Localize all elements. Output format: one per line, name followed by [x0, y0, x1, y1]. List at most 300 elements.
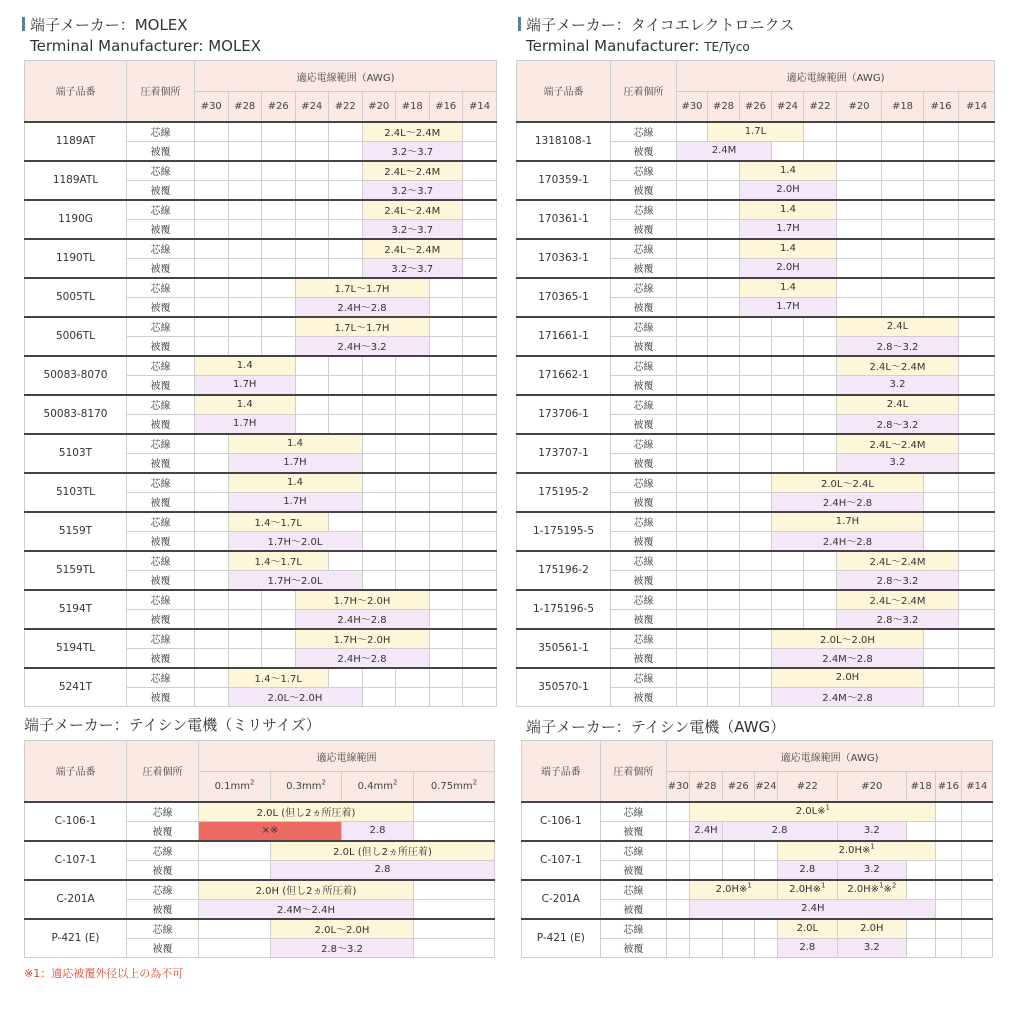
crimp-cover: 被覆	[611, 375, 677, 395]
range-cover: 1.7H	[195, 414, 296, 434]
range-empty	[708, 356, 740, 376]
range-empty	[262, 122, 296, 142]
range-empty	[740, 395, 772, 415]
awg-header: #16	[936, 772, 961, 802]
range-empty	[463, 648, 497, 668]
part-number: 5159TL	[25, 551, 127, 590]
range-empty	[329, 239, 363, 259]
awg-header: #30	[667, 772, 690, 802]
range-empty	[295, 219, 329, 239]
range-empty	[961, 802, 992, 822]
range-empty	[362, 570, 396, 590]
part-number: C-106-1	[25, 802, 127, 841]
table-row	[25, 200, 497, 220]
range-core: 1.7H	[772, 512, 924, 532]
range-empty	[677, 219, 708, 239]
range-empty	[959, 200, 995, 220]
range-empty	[772, 375, 804, 395]
range-empty	[837, 200, 882, 220]
part-number: 173707-1	[517, 434, 611, 473]
crimp-core: 芯線	[127, 590, 195, 610]
range-empty	[722, 860, 754, 880]
range-empty	[429, 609, 463, 629]
range-cover: 2.4H～2.8	[295, 297, 429, 317]
range-empty	[772, 609, 804, 629]
range-empty	[362, 668, 396, 688]
table-row	[25, 802, 495, 822]
part-number: 5005TL	[25, 278, 127, 317]
crimp-core: 芯線	[611, 551, 677, 571]
range-empty	[959, 668, 995, 688]
range-empty	[959, 395, 995, 415]
range-empty	[414, 919, 495, 939]
part-number: 1190G	[25, 200, 127, 239]
range-empty	[677, 473, 708, 493]
awg-header: #30	[195, 92, 229, 122]
part-number: 1190TL	[25, 239, 127, 278]
range-cover: 1.7H	[740, 219, 837, 239]
awg-header: #18	[882, 92, 924, 122]
table-row	[25, 122, 497, 142]
range-empty	[195, 609, 229, 629]
crimp-core: 芯線	[611, 668, 677, 688]
range-empty	[295, 141, 329, 161]
range-empty	[429, 648, 463, 668]
crimp-core: 芯線	[127, 161, 195, 181]
part-number: 170365-1	[517, 278, 611, 317]
range-empty	[295, 258, 329, 278]
range-empty	[429, 531, 463, 551]
part-number: P-421 (E)	[522, 919, 601, 958]
crimp-cover: 被覆	[600, 938, 667, 957]
range-empty	[924, 668, 959, 688]
table-row	[25, 434, 497, 454]
range-empty	[295, 200, 329, 220]
range-cover: 2.0L～2.0H	[228, 687, 362, 706]
range-empty	[295, 180, 329, 200]
range-empty	[677, 278, 708, 298]
range-empty	[882, 200, 924, 220]
range-empty	[708, 453, 740, 473]
range-empty	[677, 590, 708, 610]
part-number: 5006TL	[25, 317, 127, 356]
range-empty	[228, 180, 262, 200]
part-number: 350570-1	[517, 668, 611, 707]
range-empty	[429, 336, 463, 356]
awg-header: #14	[961, 772, 992, 802]
title-accent-bar	[22, 17, 25, 31]
range-empty	[708, 161, 740, 181]
range-cover: 2.4H	[690, 899, 936, 919]
range-core: 1.4～1.7L	[228, 551, 329, 571]
range-cover: 3.2	[837, 453, 959, 473]
range-empty	[740, 590, 772, 610]
part-number: 50083-8070	[25, 356, 127, 395]
awg-header: #24	[772, 92, 804, 122]
range-cover: 2.0H	[740, 180, 837, 200]
range-empty	[754, 938, 777, 957]
crimp-core: 芯線	[127, 200, 195, 220]
range-cover: 2.4H～2.8	[295, 648, 429, 668]
header-crimp: 圧着個所	[611, 61, 677, 122]
range-empty	[463, 551, 497, 571]
table-row	[517, 512, 995, 532]
crimp-core: 芯線	[600, 919, 667, 939]
range-empty	[396, 668, 430, 688]
range-empty	[262, 648, 296, 668]
range-empty	[463, 336, 497, 356]
range-empty	[959, 473, 995, 493]
awg-header: #20	[837, 772, 907, 802]
range-empty	[228, 629, 262, 649]
part-number: 175196-2	[517, 551, 611, 590]
range-empty	[295, 122, 329, 142]
range-empty	[195, 239, 229, 259]
teishin-mm-title: 端子メーカー：テイシン電機（ミリサイズ）	[24, 716, 321, 734]
crimp-core: 芯線	[611, 590, 677, 610]
range-empty	[924, 629, 959, 649]
table-row	[25, 395, 497, 415]
crimp-core: 芯線	[127, 551, 195, 571]
range-empty	[740, 434, 772, 454]
awg-header: #28	[228, 92, 262, 122]
table-row	[517, 551, 995, 571]
size-header: $0.1mm^2$	[199, 772, 271, 802]
table-row	[25, 356, 497, 376]
range-cover: 2.4M～2.8	[772, 687, 924, 706]
awg-header: #24	[295, 92, 329, 122]
crimp-cover: 被覆	[127, 648, 195, 668]
range-core: 1.4	[740, 200, 837, 220]
part-number: 170359-1	[517, 161, 611, 200]
range-empty	[907, 821, 936, 841]
range-empty	[362, 551, 396, 571]
range-empty	[677, 122, 708, 142]
header-part: 端子品番	[522, 741, 601, 802]
range-empty	[804, 609, 837, 629]
range-empty	[677, 570, 708, 590]
crimp-core: 芯線	[611, 200, 677, 220]
crimp-core: 芯線	[127, 629, 195, 649]
range-empty	[959, 141, 995, 161]
range-empty	[677, 356, 708, 376]
range-empty	[924, 512, 959, 532]
range-empty	[295, 356, 329, 376]
part-number: 171661-1	[517, 317, 611, 356]
range-empty	[837, 161, 882, 181]
range-empty	[708, 239, 740, 259]
range-empty	[362, 687, 396, 706]
range-empty	[262, 200, 296, 220]
crimp-cover: 被覆	[611, 648, 677, 668]
part-number: 1189ATL	[25, 161, 127, 200]
range-core: 2.4L～2.4M	[362, 200, 463, 220]
range-core: 2.0H※$^1$	[778, 880, 837, 900]
range-empty	[396, 551, 430, 571]
range-empty	[329, 122, 363, 142]
range-core: 2.4L～2.4M	[837, 434, 959, 454]
range-empty	[804, 570, 837, 590]
crimp-cover: 被覆	[127, 141, 195, 161]
range-empty	[677, 551, 708, 571]
header-range: 適応電線範囲（AWG)	[667, 741, 993, 772]
range-empty	[837, 180, 882, 200]
range-empty	[414, 880, 495, 900]
range-empty	[195, 551, 229, 571]
range-empty	[772, 414, 804, 434]
teishin-awg-title: 端子メーカー：テイシン電機（AWG）	[526, 718, 786, 736]
range-core: 2.4L～2.4M	[362, 122, 463, 142]
range-empty	[362, 395, 396, 415]
range-empty	[708, 317, 740, 337]
range-empty	[463, 629, 497, 649]
range-empty	[740, 492, 772, 512]
range-empty	[228, 258, 262, 278]
part-number: C-201A	[522, 880, 601, 919]
range-empty	[463, 590, 497, 610]
range-empty	[228, 297, 262, 317]
range-empty	[195, 512, 229, 532]
teishin-mm-table	[24, 740, 495, 958]
range-empty	[463, 453, 497, 473]
table-row	[517, 434, 995, 454]
range-cover: 3.2～3.7	[362, 141, 463, 161]
range-empty	[463, 258, 497, 278]
table-row	[517, 122, 995, 142]
range-empty	[195, 570, 229, 590]
table-row	[517, 590, 995, 610]
range-empty	[463, 375, 497, 395]
range-empty	[740, 473, 772, 493]
range-empty	[414, 821, 495, 841]
range-empty	[195, 668, 229, 688]
crimp-cover: 被覆	[611, 297, 677, 317]
header-range: 適応電線範囲	[199, 741, 495, 772]
range-empty	[959, 317, 995, 337]
range-empty	[396, 414, 430, 434]
awg-header: #28	[708, 92, 740, 122]
crimp-core: 芯線	[600, 802, 667, 822]
crimp-cover: 被覆	[611, 570, 677, 590]
range-empty	[959, 258, 995, 278]
range-empty	[429, 453, 463, 473]
awg-header: #30	[677, 92, 708, 122]
table-row	[25, 590, 497, 610]
crimp-cover: 被覆	[127, 821, 199, 841]
range-empty	[396, 453, 430, 473]
range-cover: 2.4H～2.8	[772, 531, 924, 551]
range-core: 2.0L～2.0H	[772, 629, 924, 649]
awg-header: #20	[837, 92, 882, 122]
range-empty	[228, 317, 262, 337]
range-empty	[463, 687, 497, 706]
range-empty	[936, 860, 961, 880]
range-cover: 3.2	[837, 938, 907, 957]
range-empty	[667, 938, 690, 957]
range-empty	[463, 317, 497, 337]
range-empty	[708, 434, 740, 454]
range-empty	[429, 278, 463, 298]
crimp-cover: 被覆	[127, 453, 195, 473]
range-empty	[463, 570, 497, 590]
range-empty	[362, 356, 396, 376]
range-empty	[708, 629, 740, 649]
range-empty	[396, 570, 430, 590]
range-empty	[740, 531, 772, 551]
range-empty	[667, 841, 690, 861]
range-empty	[195, 531, 229, 551]
range-empty	[837, 219, 882, 239]
range-empty	[429, 356, 463, 376]
range-cover: 2.8	[342, 821, 414, 841]
range-empty	[195, 473, 229, 493]
range-empty	[677, 414, 708, 434]
range-empty	[228, 200, 262, 220]
range-core: 1.7H～2.0H	[295, 629, 429, 649]
range-empty	[677, 531, 708, 551]
range-empty	[199, 841, 271, 861]
range-empty	[837, 258, 882, 278]
crimp-core: 芯線	[611, 239, 677, 259]
crimp-core: 芯線	[611, 161, 677, 181]
range-empty	[329, 258, 363, 278]
range-cover: 3.2	[837, 375, 959, 395]
range-empty	[804, 336, 837, 356]
range-cover: 2.4M～2.8	[772, 648, 924, 668]
table-row	[25, 473, 497, 493]
range-empty	[463, 278, 497, 298]
range-empty	[228, 590, 262, 610]
header-range: 適応電線範囲（AWG)	[677, 61, 995, 92]
range-empty	[667, 802, 690, 822]
range-empty	[414, 802, 495, 822]
range-empty	[429, 687, 463, 706]
header-part: 端子品番	[517, 61, 611, 122]
range-empty	[754, 919, 777, 939]
range-empty	[329, 200, 363, 220]
table-row	[517, 356, 995, 376]
range-empty	[262, 258, 296, 278]
range-core: 1.4	[740, 239, 837, 259]
range-empty	[677, 200, 708, 220]
range-empty	[924, 531, 959, 551]
range-empty	[329, 375, 363, 395]
range-empty	[463, 297, 497, 317]
range-empty	[429, 473, 463, 493]
range-empty	[429, 551, 463, 571]
range-empty	[463, 434, 497, 454]
crimp-core: 芯線	[600, 880, 667, 900]
range-empty	[961, 899, 992, 919]
table-row	[25, 512, 497, 532]
range-empty	[924, 278, 959, 298]
table-row	[25, 278, 497, 298]
range-core: 2.4L～2.4M	[837, 356, 959, 376]
range-cover: 3.2～3.7	[362, 219, 463, 239]
range-core: 2.0H※$^1$	[690, 880, 778, 900]
range-empty	[708, 512, 740, 532]
range-empty	[708, 590, 740, 610]
range-empty	[907, 880, 936, 900]
crimp-cover: 被覆	[611, 609, 677, 629]
range-empty	[708, 375, 740, 395]
range-core: 2.0H	[772, 668, 924, 688]
range-empty	[463, 395, 497, 415]
range-cover: 1.7H	[228, 453, 362, 473]
range-empty	[936, 841, 961, 861]
range-empty	[199, 860, 271, 880]
range-empty	[414, 899, 495, 919]
range-cover: 2.8	[722, 821, 837, 841]
range-empty	[329, 668, 363, 688]
range-empty	[414, 938, 495, 957]
range-empty	[708, 414, 740, 434]
range-empty	[195, 453, 229, 473]
range-empty	[362, 453, 396, 473]
range-empty	[804, 141, 837, 161]
range-empty	[677, 297, 708, 317]
range-cover: 3.2	[837, 860, 907, 880]
range-empty	[924, 687, 959, 706]
awg-header: #28	[690, 772, 722, 802]
range-empty	[396, 492, 430, 512]
range-empty	[924, 492, 959, 512]
range-empty	[329, 180, 363, 200]
range-core: 2.0L (但し2ヵ所圧着)	[199, 802, 414, 822]
crimp-cover: 被覆	[127, 687, 195, 706]
part-number: C-107-1	[25, 841, 127, 880]
range-empty	[740, 414, 772, 434]
range-empty	[804, 590, 837, 610]
crimp-cover: 被覆	[127, 531, 195, 551]
range-empty	[804, 317, 837, 337]
range-empty	[195, 317, 229, 337]
range-empty	[804, 551, 837, 571]
range-core: 2.0H※$^1$	[778, 841, 936, 861]
awg-header: #24	[754, 772, 777, 802]
range-empty	[961, 860, 992, 880]
range-empty	[396, 512, 430, 532]
size-header: $0.3mm^2$	[271, 772, 342, 802]
range-empty	[429, 395, 463, 415]
range-empty	[959, 356, 995, 376]
range-empty	[262, 180, 296, 200]
crimp-core: 芯線	[611, 512, 677, 532]
awg-header: #16	[429, 92, 463, 122]
range-empty	[429, 297, 463, 317]
range-empty	[463, 161, 497, 181]
range-empty	[295, 414, 329, 434]
range-empty	[195, 258, 229, 278]
teishin-awg-table	[521, 740, 993, 958]
range-empty	[396, 395, 430, 415]
range-cover: 2.8～3.2	[271, 938, 414, 957]
range-empty	[677, 258, 708, 278]
crimp-cover: 被覆	[611, 180, 677, 200]
range-empty	[195, 278, 229, 298]
range-core: 2.0H (但し2ヵ所圧着)	[199, 880, 414, 900]
part-number: 175195-2	[517, 473, 611, 512]
table-row	[25, 317, 497, 337]
range-empty	[936, 880, 961, 900]
range-empty	[463, 200, 497, 220]
range-empty	[262, 590, 296, 610]
range-empty	[961, 841, 992, 861]
range-empty	[754, 860, 777, 880]
range-empty	[959, 161, 995, 181]
range-empty	[708, 336, 740, 356]
range-core: 2.4L	[837, 395, 959, 415]
